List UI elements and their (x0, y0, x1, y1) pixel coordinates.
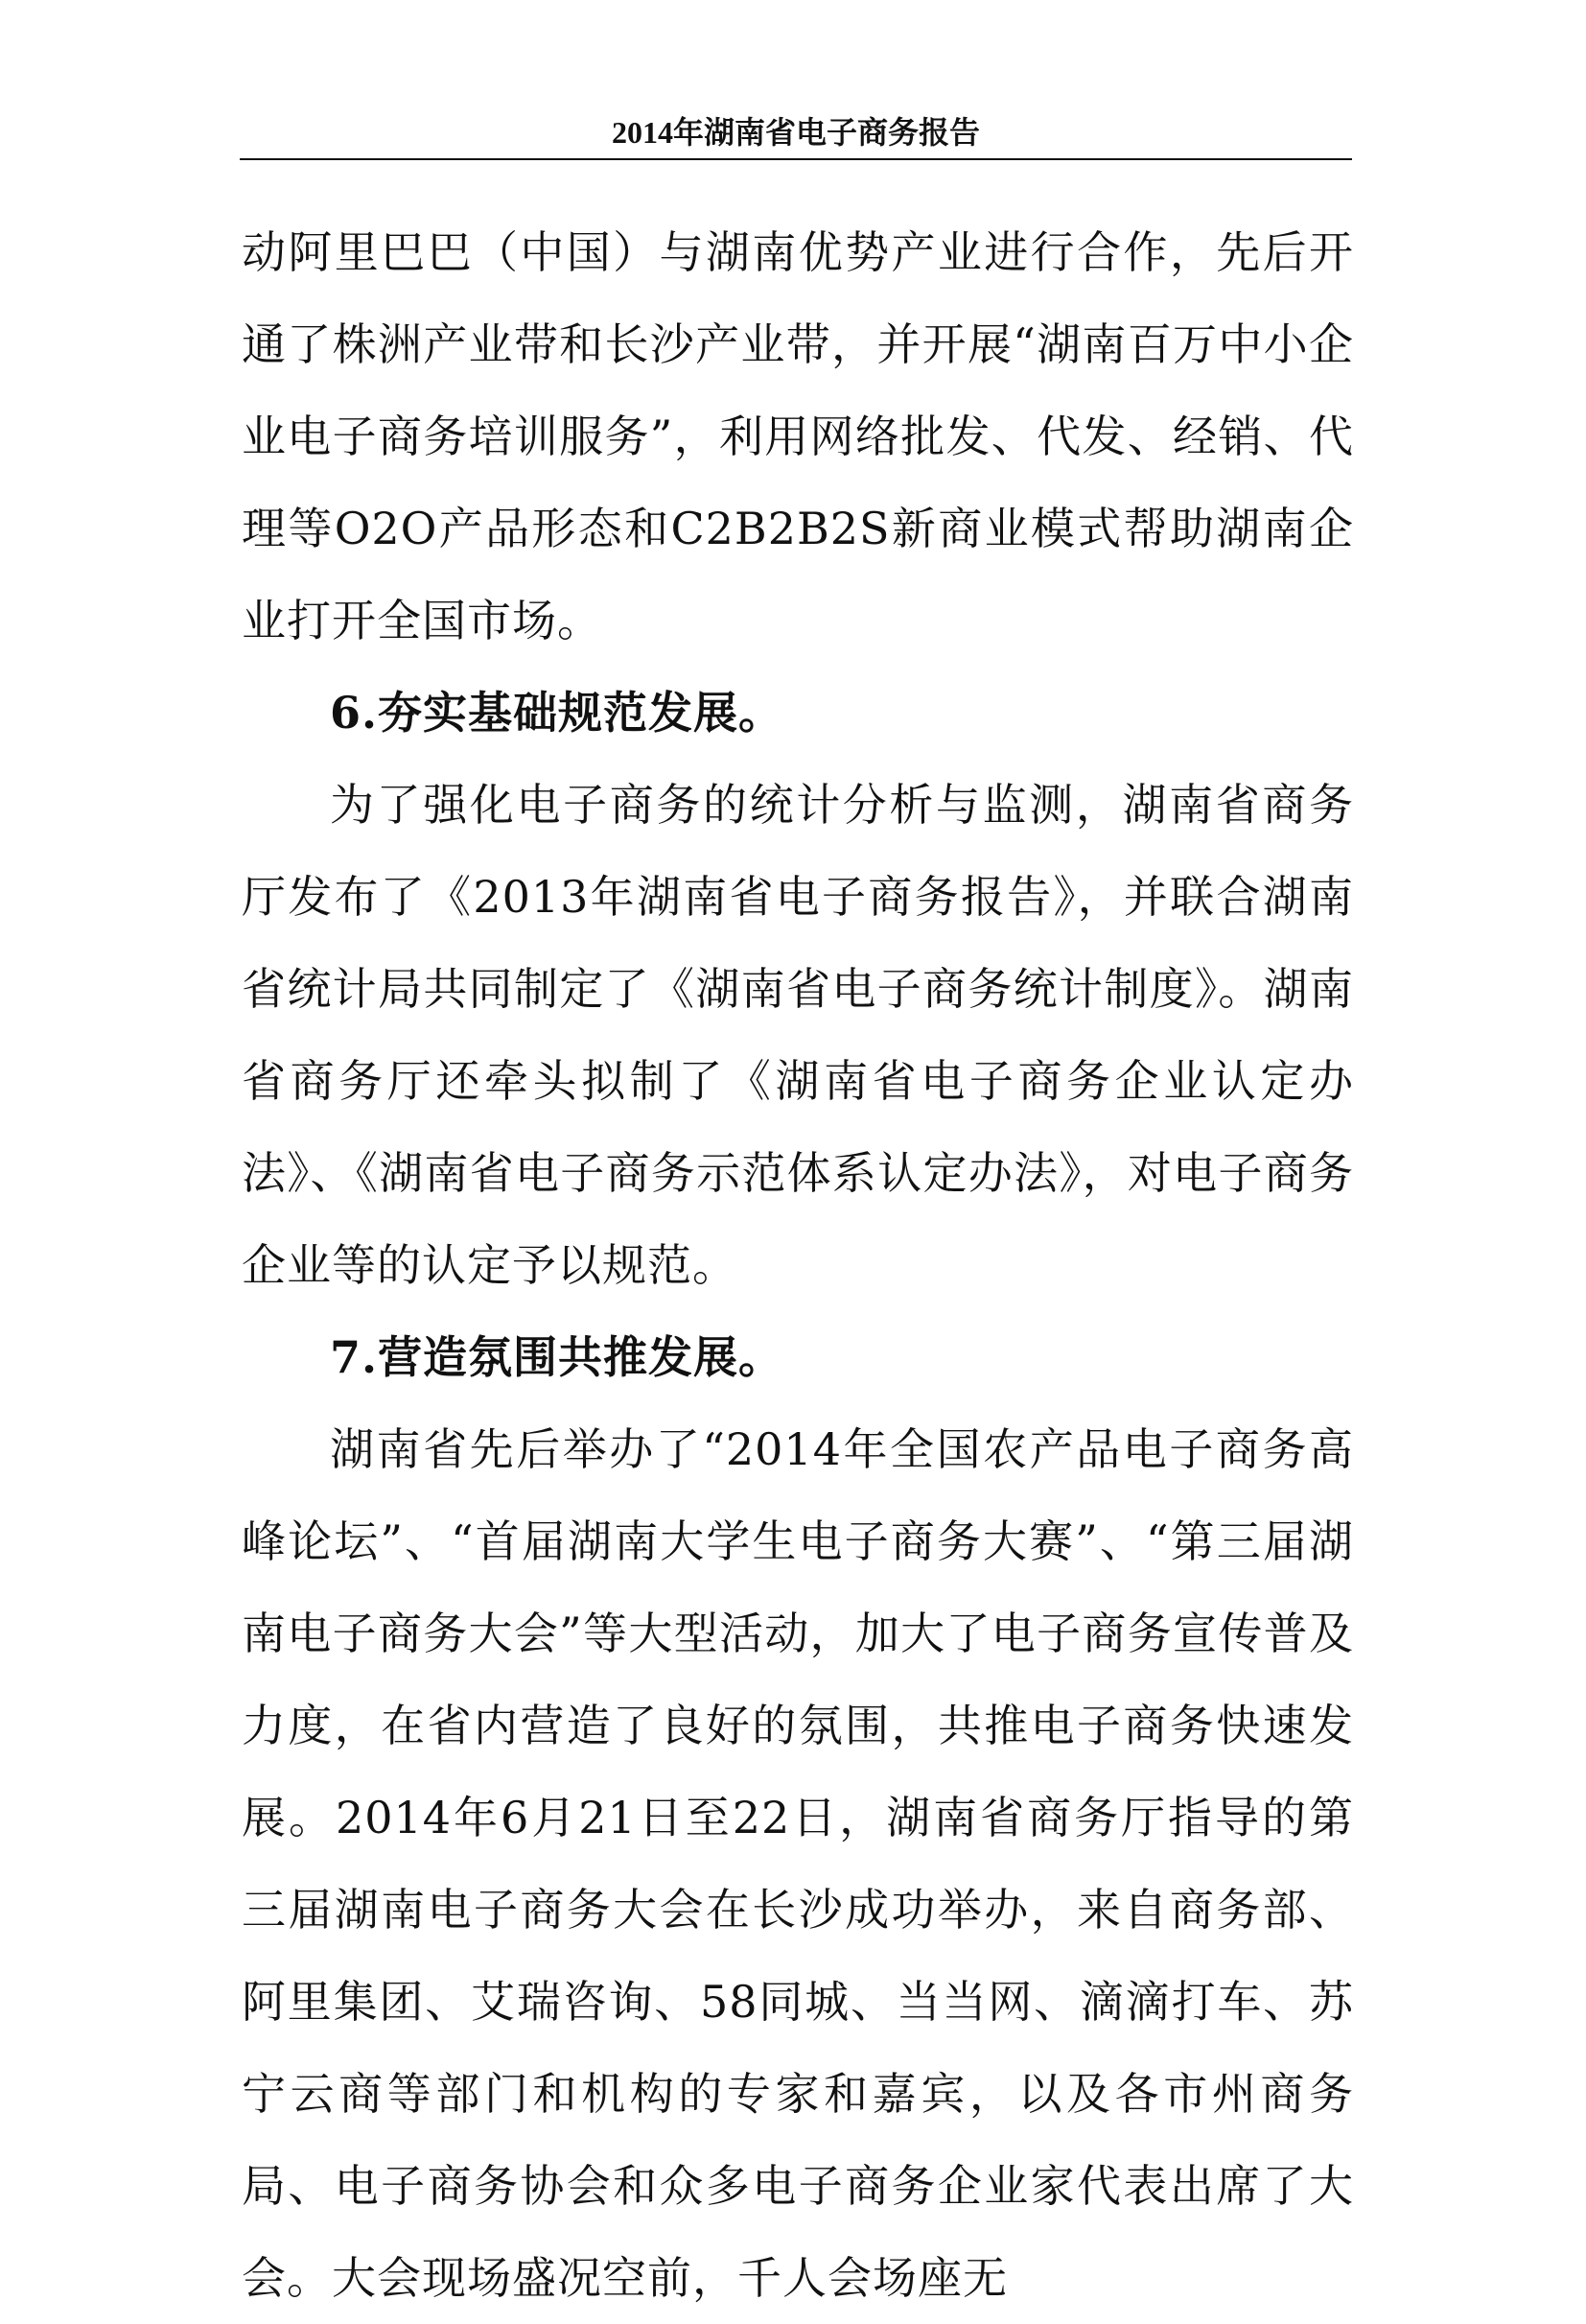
paragraph-continuation: 动阿里巴巴（中国）与湖南优势产业进行合作，先后开通了株洲产业带和长沙产业带，并开展“湖南百万中小企业电子商务培训服务”，利用网络批发、代发、经销、代理等O2O产品形态和C2B2B2S新商业模式帮助湖南企业打开全国市场。 (242, 226, 1354, 646)
section-7-heading: 7.营造氛围共推发展。 (330, 1331, 784, 1383)
section-6-heading: 6.夯实基础规范发展。 (330, 687, 784, 739)
running-header: 2014年湖南省电子商务报告 (611, 115, 980, 150)
section-7-paragraph: 湖南省先后举办了“2014年全国农产品电子商务高峰论坛”、“首届湖南大学生电子商务大赛”、“第三届湖南电子商务大会”等大型活动，加大了电子商务宣传普及力度，在省内营造了良好的氛围，共推电子商务快速发展。2014年6月21日至22日，湖南省商务厅指导的第三届湖南电子商务大会在长沙成功举办，来自商务部、阿里集团、艾瑞咨询、58同城、当当网、滴滴打车、苏宁云商等部门和机构的专家和嘉宾，以及各市州商务局、电子商务协会和众多电子商务企业家代表出席了大会。大会现场盛况空前，千人会场座无 (242, 1423, 1354, 2304)
document-body (242, 206, 1354, 2324)
header-rule (240, 158, 1352, 160)
section-6-paragraph: 为了强化电子商务的统计分析与监测，湖南省商务厅发布了《2013年湖南省电子商务报告》，并联合湖南省统计局共同制定了《湖南省电子商务统计制度》。湖南省商务厅还牵头拟制了《湖南省电子商务企业认定办法》、《湖南省电子商务示范体系认定办法》，对电子商务企业等的认定予以规范。 (242, 779, 1354, 1291)
